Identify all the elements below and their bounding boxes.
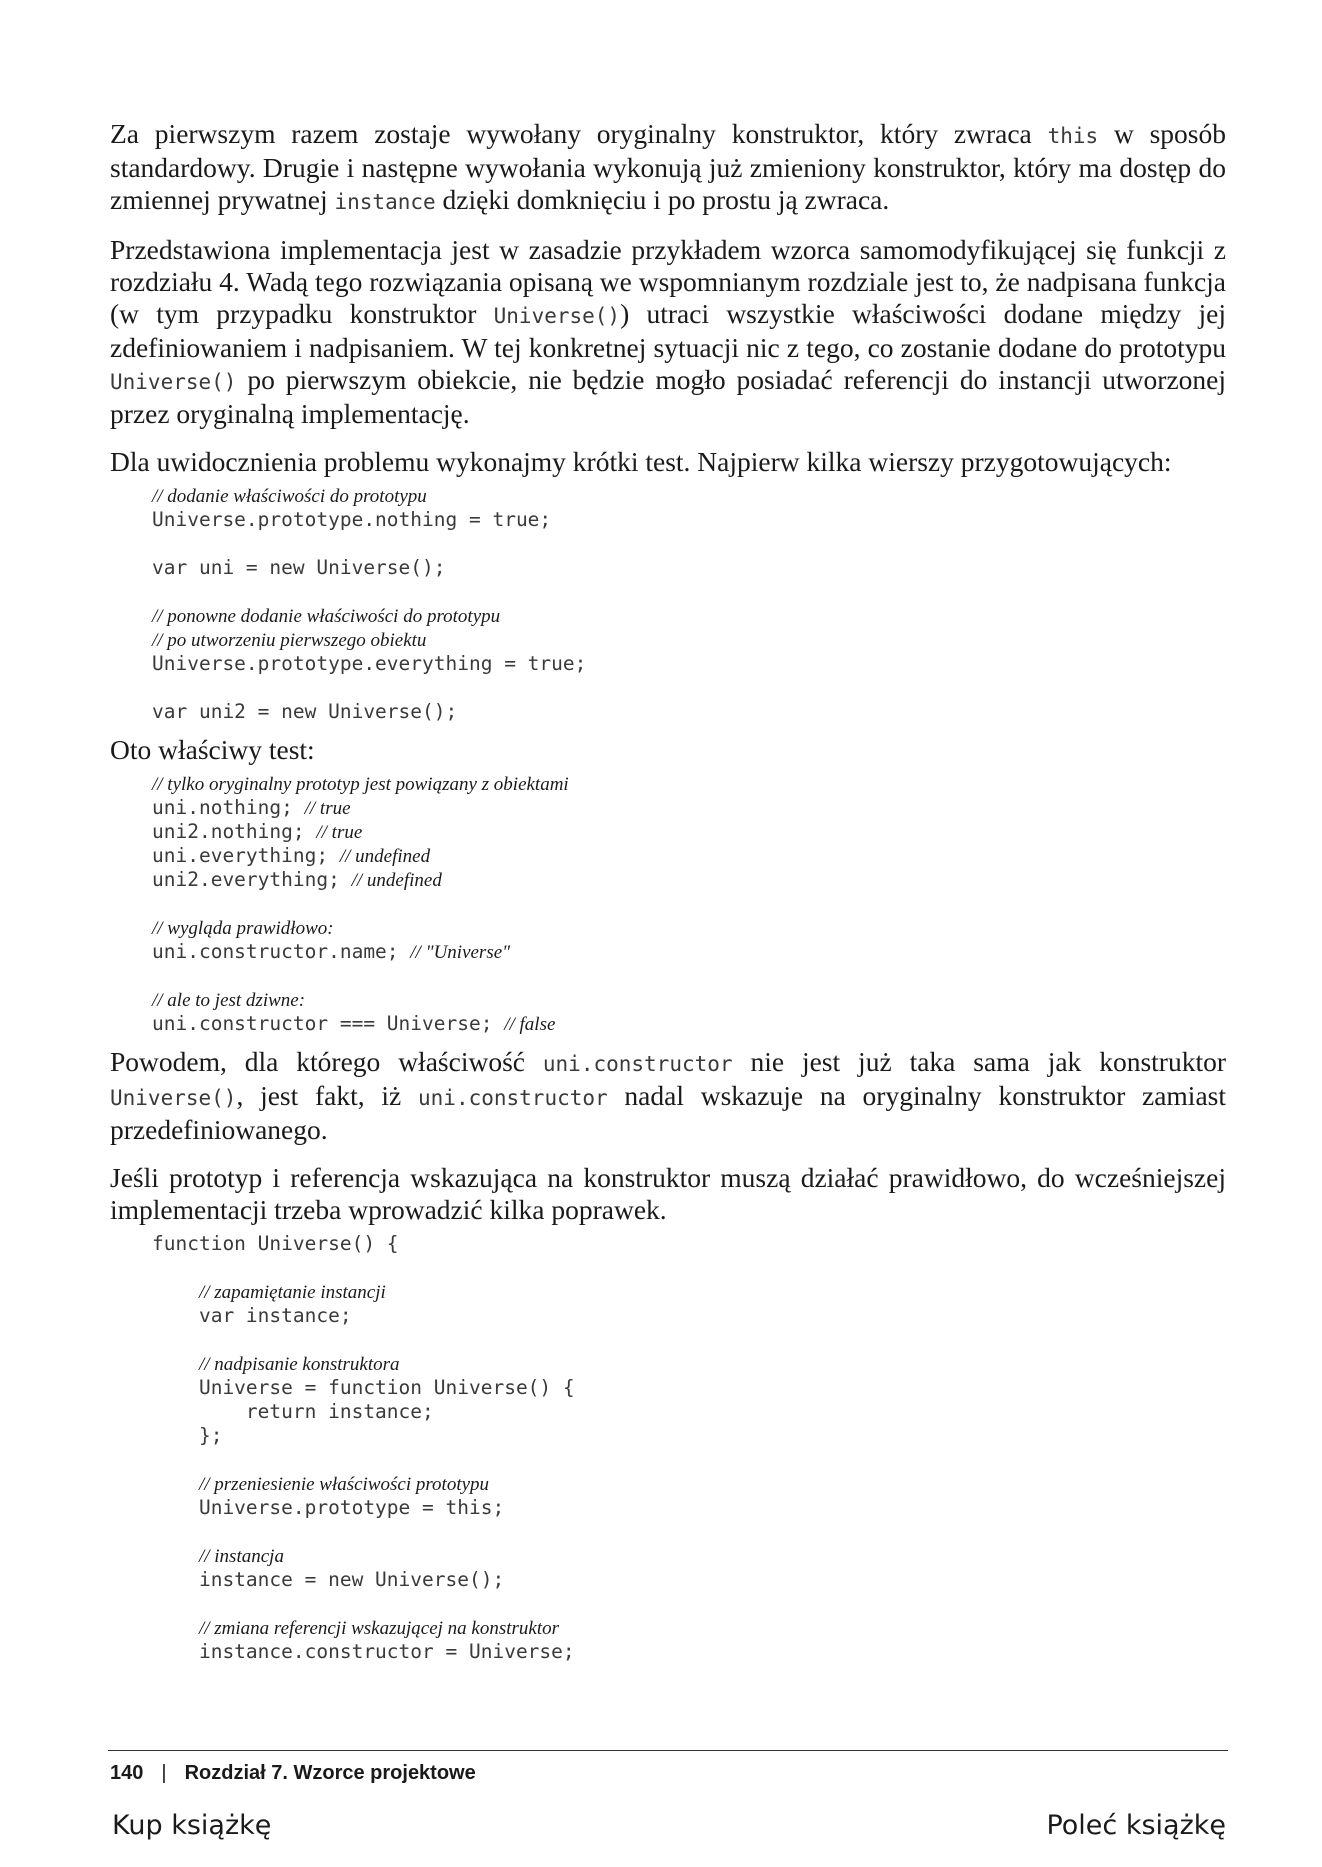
paragraph xyxy=(110,1162,1226,1226)
code-text: uni.constructor.name; xyxy=(152,940,411,963)
code-line xyxy=(152,604,1226,628)
code-block xyxy=(152,772,1226,1036)
code-line xyxy=(152,1496,1226,1520)
code-text: instance.constructor = Universe; xyxy=(152,1640,575,1663)
page-number: 140 xyxy=(110,1762,144,1784)
code-text: Universe.prototype = this; xyxy=(152,1496,505,1519)
page-content xyxy=(110,118,1226,1674)
text-run: po pierwszym obiekcie, nie będzie mogło posiadać referencji do instancji utworzonej przez oryginalną implementację. xyxy=(110,364,1226,429)
code-line xyxy=(152,1328,1226,1352)
code-line xyxy=(152,1280,1226,1304)
code-line xyxy=(152,1568,1226,1592)
recommend-book-link[interactable]: Poleć książkę xyxy=(1046,1810,1226,1841)
inline-code: uni.constructor xyxy=(542,1052,733,1076)
code-text: uni.constructor === Universe; xyxy=(152,1012,505,1035)
chapter-title: Rozdział 7. Wzorce projektowe xyxy=(184,1762,476,1784)
code-line xyxy=(152,820,1226,844)
code-comment: // wygląda prawidłowo: xyxy=(152,918,334,939)
text-run: nie jest już taka sama jak konstruktor xyxy=(732,1046,1226,1077)
code-line xyxy=(152,772,1226,796)
code-comment: // false xyxy=(504,1014,556,1035)
code-line xyxy=(152,1352,1226,1376)
code-line xyxy=(152,1640,1226,1664)
code-comment: // undefined xyxy=(351,870,442,891)
code-text: var instance; xyxy=(152,1304,352,1327)
code-comment: // nadpisanie konstruktora xyxy=(198,1354,400,1375)
inline-code: this xyxy=(1047,124,1099,148)
inline-code: uni.constructor xyxy=(418,1086,608,1110)
buy-book-link[interactable]: Kup książkę xyxy=(112,1810,272,1841)
code-text xyxy=(152,1544,199,1567)
code-line xyxy=(152,1520,1226,1544)
code-text: return instance; xyxy=(152,1400,434,1423)
text-run: Oto właściwy test: xyxy=(110,734,315,765)
code-line xyxy=(152,964,1226,988)
code-comment: // zmiana referencji wskazującej na konstruktor xyxy=(198,1618,560,1639)
code-text xyxy=(152,1280,199,1303)
code-comment: // true xyxy=(316,822,363,843)
code-text: function Universe() { xyxy=(152,1232,399,1255)
code-block xyxy=(152,484,1226,724)
text-run: w sposób standardowy. Drugie i następne wywołania wykonują już zmieniony konstruktor, który ma dostęp do zmiennej prywatnej xyxy=(110,118,1227,215)
footer-separator: | xyxy=(161,1762,167,1784)
code-comment: // ponowne dodanie właściwości do prototypu xyxy=(152,606,501,627)
text-run: Dla uwidocznienia problemu wykonajmy krótki test. Najpierw kilka wierszy przygotowujących: xyxy=(110,446,1172,477)
footer-divider xyxy=(108,1750,1228,1751)
text-run: Jeśli prototyp i referencja wskazująca na konstruktor muszą działać prawidłowo, do wcześniejszej implementacji trzeba wprowadzić kilka poprawek. xyxy=(110,1162,1226,1225)
code-text: uni2.everything; xyxy=(152,868,352,891)
code-text: uni2.nothing; xyxy=(152,820,317,843)
code-text: Universe.prototype.nothing = true; xyxy=(152,508,552,531)
code-line xyxy=(152,700,1226,724)
inline-code: Universe() xyxy=(110,1086,237,1110)
paragraph xyxy=(110,734,1226,766)
text-run: , jest fakt, iż xyxy=(236,1080,419,1111)
code-text: var uni = new Universe(); xyxy=(152,556,446,579)
code-text: uni.everything; xyxy=(152,844,340,867)
inline-code: Universe() xyxy=(493,304,621,328)
code-text: var uni2 = new Universe(); xyxy=(152,700,458,723)
code-comment: // instancja xyxy=(198,1546,284,1567)
inline-code: Universe() xyxy=(110,370,237,394)
code-line xyxy=(152,1012,1226,1036)
code-comment: // zapamiętanie instancji xyxy=(198,1282,386,1303)
code-line xyxy=(152,916,1226,940)
code-line xyxy=(152,676,1226,700)
code-comment: // "Universe" xyxy=(410,942,511,963)
inline-code: instance xyxy=(334,190,436,214)
code-line xyxy=(152,1376,1226,1400)
text-run: ) utraci wszystkie właściwości dodane między jej zdefiniowaniem i nadpisaniem. W tej konkretnej sytuacji nic z tego, co zostanie dodane do prototypu xyxy=(110,298,1226,363)
code-text: uni.nothing; xyxy=(152,796,305,819)
code-line xyxy=(152,796,1226,820)
code-line xyxy=(152,1544,1226,1568)
code-line xyxy=(152,940,1226,964)
code-comment: // tylko oryginalny prototyp jest powiązany z obiektami xyxy=(152,774,569,795)
code-line xyxy=(152,1448,1226,1472)
code-line xyxy=(152,508,1226,532)
code-line xyxy=(152,556,1226,580)
code-comment: // true xyxy=(304,798,351,819)
text-run: Powodem, dla którego właściwość xyxy=(110,1046,543,1077)
code-line xyxy=(152,988,1226,1012)
code-line xyxy=(152,1400,1226,1424)
code-comment: // przeniesienie właściwości prototypu xyxy=(198,1474,490,1495)
code-line xyxy=(152,580,1226,604)
code-line xyxy=(152,1256,1226,1280)
code-text: }; xyxy=(152,1424,223,1447)
code-line xyxy=(152,868,1226,892)
code-line xyxy=(152,484,1226,508)
text-run: dzięki domknięciu i po prostu ją zwraca. xyxy=(435,184,890,215)
paragraph xyxy=(110,1046,1226,1146)
code-line xyxy=(152,1472,1226,1496)
code-block xyxy=(152,1232,1226,1664)
paragraph xyxy=(110,234,1226,430)
code-comment: // dodanie właściwości do prototypu xyxy=(152,486,427,507)
code-line xyxy=(152,1616,1226,1640)
code-line xyxy=(152,532,1226,556)
paragraph xyxy=(110,118,1226,218)
code-comment: // ale to jest dziwne: xyxy=(152,990,306,1011)
code-text xyxy=(152,1616,199,1639)
code-line xyxy=(152,1424,1226,1448)
code-text: instance = new Universe(); xyxy=(152,1568,505,1591)
code-comment: // undefined xyxy=(339,846,431,867)
code-line xyxy=(152,652,1226,676)
code-line xyxy=(152,1304,1226,1328)
code-text: Universe = function Universe() { xyxy=(152,1376,575,1399)
text-run: Za pierwszym razem zostaje wywołany oryginalny konstruktor, który zwraca xyxy=(110,118,1048,149)
code-comment: // po utworzeniu pierwszego obiektu xyxy=(152,630,427,651)
text-run: Przedstawiona implementacja jest w zasadzie przykładem wzorca samomodyfikującej się funkcji z rozdziału 4. Wadą tego rozwiązania opisaną we wspomnianym rozdziale jest to, że nadpisana funkcja (w tym przypadku konstruktor xyxy=(110,234,1226,329)
code-line xyxy=(152,892,1226,916)
paragraph xyxy=(110,446,1226,478)
text-run: nadal wskazuje na oryginalny konstruktor zamiast przedefiniowanego. xyxy=(110,1080,1226,1145)
code-line xyxy=(152,1232,1226,1256)
code-line xyxy=(152,628,1226,652)
code-line xyxy=(152,844,1226,868)
code-text xyxy=(152,1472,199,1495)
code-text: Universe.prototype.everything = true; xyxy=(152,652,587,675)
page-footer xyxy=(110,1762,476,1785)
code-line xyxy=(152,1592,1226,1616)
code-text xyxy=(152,1352,199,1375)
